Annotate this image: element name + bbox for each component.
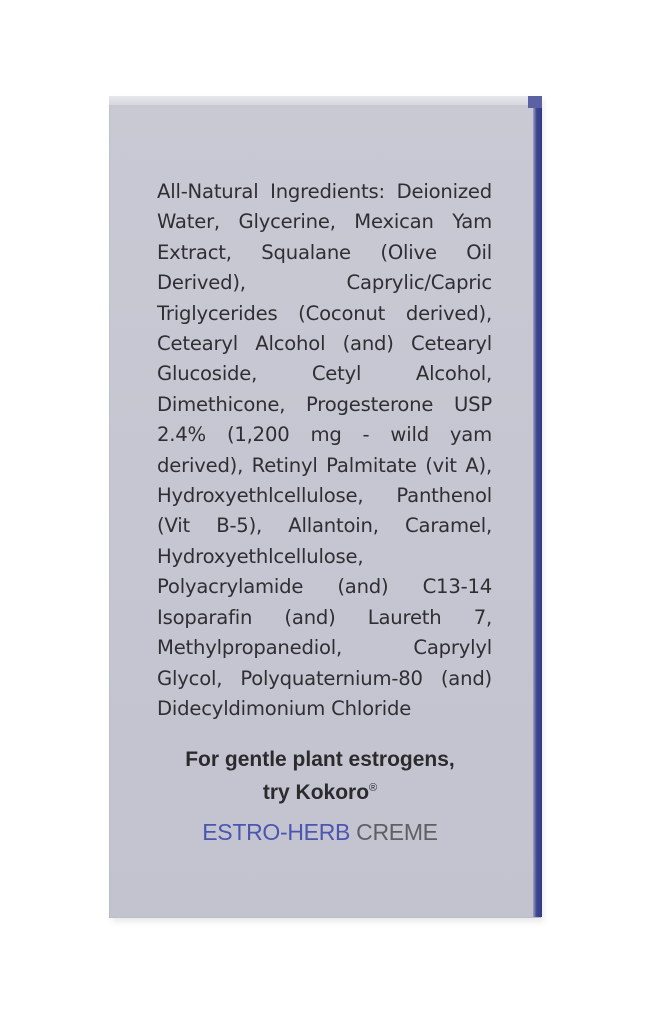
ingredients-list: All-Natural Ingredients: Deionized Water, Glycerine, Mexican Yam Extract, Squalane (Olive Oil Derived), Caprylic/Capric Triglycerides (Coconut derived), Cetearyl Alcohol (and) Cetearyl Glucoside, Cetyl Alcohol, Dimethicone, Progesterone USP 2.4% (1,200 mg - wild yam derived), Retinyl Palmitate (vit A), Hydroxyethlcellulose, Panthenol (Vit B-5), Allantoin, Caramel, Hydroxyethlcellulose, Polyacrylamide (and) C13-14 Isoparafin (and) Laureth 7, Methylpropanediol, Caprylyl Glycol, Polyquaternium-80 (and) Didecyldimonium Chloride	[157, 180, 492, 720]
tagline-line-2-text: try Kokoro	[262, 781, 370, 804]
tagline-line-2	[140, 774, 500, 807]
product-type: CREME	[356, 819, 438, 845]
box-right-edge	[533, 97, 542, 917]
product-brand: ESTRO-HERB	[202, 819, 351, 845]
box-corner	[528, 96, 542, 108]
product-name	[140, 817, 500, 847]
tagline	[140, 745, 500, 807]
tagline-line-1: For gentle plant estrogens,	[185, 748, 455, 771]
registered-mark: ®	[369, 782, 378, 794]
box-top-edge	[109, 96, 541, 105]
